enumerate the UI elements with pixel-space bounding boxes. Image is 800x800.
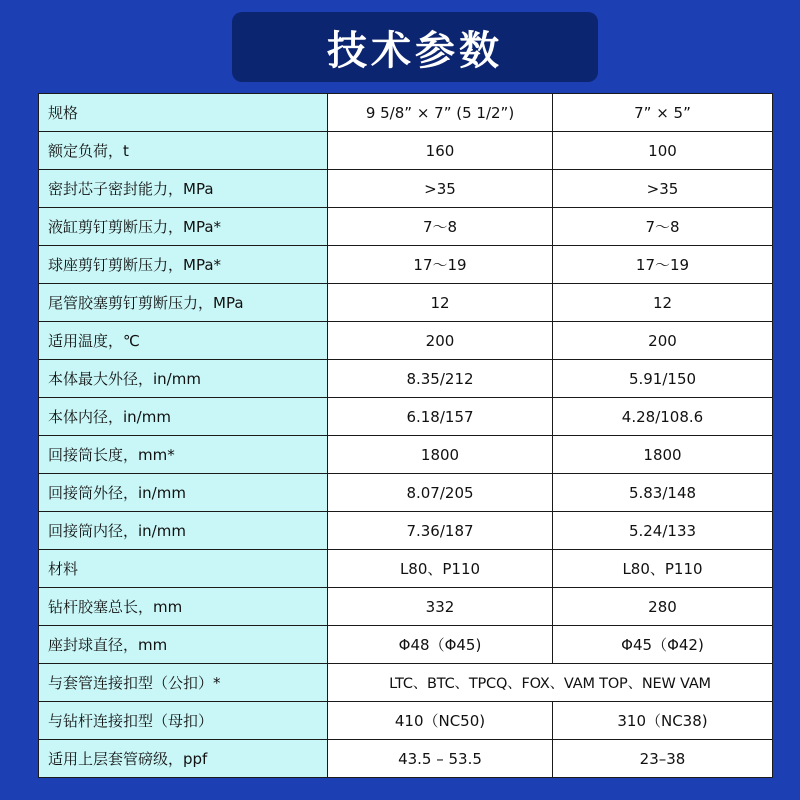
row-value-spec-a: 8.07/205 (328, 474, 553, 512)
row-value-spec-a: 1800 (328, 436, 553, 474)
row-value-spec-a: >35 (328, 170, 553, 208)
row-value-spec-b: 5.91/150 (553, 360, 773, 398)
row-label: 回接筒外径，in/mm (39, 474, 328, 512)
row-value-spec-a: 9 5/8” × 7” (5 1/2”) (328, 94, 553, 132)
table-row (39, 550, 773, 588)
row-label: 适用上层套管磅级，ppf (39, 740, 328, 778)
row-label: 本体内径，in/mm (39, 398, 328, 436)
row-value-spec-b: 100 (553, 132, 773, 170)
row-value-spec-a: 410（NC50) (328, 702, 553, 740)
table-row (39, 512, 773, 550)
row-label: 规格 (39, 94, 328, 132)
row-value-spec-b: 7～8 (553, 208, 773, 246)
table-row (39, 284, 773, 322)
row-value-spec-a: Φ48（Φ45) (328, 626, 553, 664)
row-value-spec-a: 6.18/157 (328, 398, 553, 436)
table-row (39, 246, 773, 284)
table-row (39, 626, 773, 664)
row-value-spec-b: Φ45（Φ42) (553, 626, 773, 664)
row-value-spec-a: 43.5 – 53.5 (328, 740, 553, 778)
row-label: 额定负荷，t (39, 132, 328, 170)
row-label: 液缸剪钉剪断压力，MPa* (39, 208, 328, 246)
table-row (39, 474, 773, 512)
row-label: 材料 (39, 550, 328, 588)
row-label: 尾管胶塞剪钉剪断压力，MPa (39, 284, 328, 322)
row-value-spec-b: 4.28/108.6 (553, 398, 773, 436)
row-label: 座封球直径，mm (39, 626, 328, 664)
row-value-spec-a: 7～8 (328, 208, 553, 246)
table-row (39, 740, 773, 778)
row-label: 回接筒长度，mm* (39, 436, 328, 474)
row-label: 回接筒内径，in/mm (39, 512, 328, 550)
row-label: 与钻杆连接扣型（母扣） (39, 702, 328, 740)
row-value-merged: LTC、BTC、TPCQ、FOX、VAM TOP、NEW VAM (328, 664, 773, 702)
row-value-spec-b: 1800 (553, 436, 773, 474)
row-label: 与套管连接扣型（公扣）* (39, 664, 328, 702)
table-row (39, 132, 773, 170)
table-row (39, 436, 773, 474)
row-label: 适用温度，℃ (39, 322, 328, 360)
row-value-spec-a: 160 (328, 132, 553, 170)
row-label: 球座剪钉剪断压力，MPa* (39, 246, 328, 284)
table-row (39, 94, 773, 132)
row-label: 本体最大外径，in/mm (39, 360, 328, 398)
table-row (39, 208, 773, 246)
row-value-spec-b: 5.24/133 (553, 512, 773, 550)
row-value-spec-a: 7.36/187 (328, 512, 553, 550)
row-value-spec-b: 5.83/148 (553, 474, 773, 512)
title-banner (232, 12, 598, 82)
row-label: 钻杆胶塞总长，mm (39, 588, 328, 626)
row-value-spec-b: 200 (553, 322, 773, 360)
row-value-spec-b: 7” × 5” (553, 94, 773, 132)
row-value-spec-a: L80、P110 (328, 550, 553, 588)
row-value-spec-b: 23–38 (553, 740, 773, 778)
row-label: 密封芯子密封能力，MPa (39, 170, 328, 208)
row-value-spec-b: 12 (553, 284, 773, 322)
table-row (39, 322, 773, 360)
table-row (39, 664, 773, 702)
table-row (39, 398, 773, 436)
table-row (39, 588, 773, 626)
row-value-spec-a: 332 (328, 588, 553, 626)
row-value-spec-a: 12 (328, 284, 553, 322)
row-value-spec-b: >35 (553, 170, 773, 208)
row-value-spec-b: 280 (553, 588, 773, 626)
table-row (39, 702, 773, 740)
row-value-spec-b: 17～19 (553, 246, 773, 284)
table-row (39, 170, 773, 208)
row-value-spec-b: 310（NC38) (553, 702, 773, 740)
row-value-spec-a: 8.35/212 (328, 360, 553, 398)
table-row (39, 360, 773, 398)
row-value-spec-a: 17～19 (328, 246, 553, 284)
row-value-spec-b: L80、P110 (553, 550, 773, 588)
spec-table (38, 93, 773, 778)
row-value-spec-a: 200 (328, 322, 553, 360)
page-title: 技术参数 (327, 27, 503, 74)
spec-table-body (39, 94, 773, 778)
